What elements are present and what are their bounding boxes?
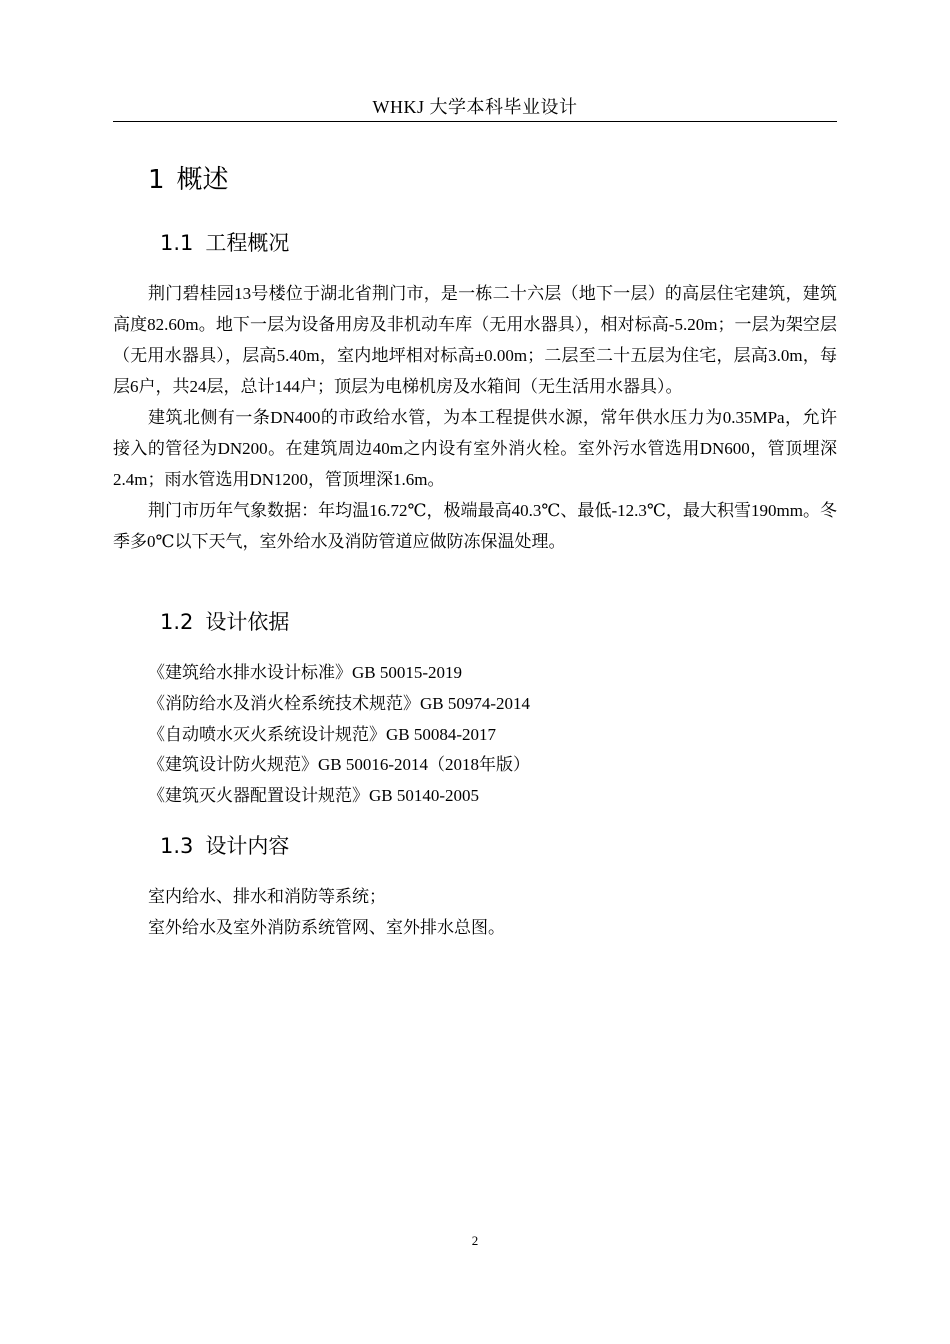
paragraph-project-overview: 荆门碧桂园13号楼位于湖北省荆门市，是一栋二十六层（地下一层）的高层住宅建筑，建筑高度82.60m。地下一层为设备用房及非机动车库（无用水器具），相对标高-5.20m；一层为架空层（无用水器具），层高5.40m，室内地坪相对标高±0.00m；二层至二十五层为住宅，层高3.0m，每层6户，共24层，总计144户；顶层为电梯机房及水箱间（无生活用水器具）。 bbox=[113, 284, 837, 396]
section-heading-1-1 bbox=[160, 229, 289, 257]
section-number: 1.2 bbox=[160, 610, 194, 634]
list-item: 室内给水、排水和消防等系统； bbox=[148, 887, 386, 906]
list-item: 室外给水及室外消防系统管网、室外排水总图。 bbox=[148, 917, 505, 937]
section-heading-1-2 bbox=[160, 608, 289, 636]
header-divider bbox=[113, 121, 837, 122]
section-title: 工程概况 bbox=[205, 231, 290, 255]
design-content-list bbox=[148, 882, 838, 944]
chapter-heading bbox=[148, 163, 229, 197]
page-header: WHKJ 大学本科毕业设计 bbox=[372, 97, 578, 117]
section-heading-1-3 bbox=[160, 832, 289, 860]
chapter-number: 1 bbox=[148, 165, 165, 195]
list-item: 《自动喷水灭火系统设计规范》GB 50084-2017 bbox=[148, 724, 497, 744]
section-1-1-body bbox=[113, 278, 837, 557]
list-item: 《建筑灭火器配置设计规范》GB 50140-2005 bbox=[148, 786, 480, 806]
page-number: 2 bbox=[471, 1233, 479, 1248]
design-basis-list bbox=[148, 658, 838, 812]
paragraph-water-source: 建筑北侧有一条DN400的市政给水管，为本工程提供水源，常年供水压力为0.35MPa，允许接入的管径为DN200。在建筑周边40m之内设有室外消火栓。室外污水管选用DN600，管顶埋深2.4m；雨水管选用DN1200，管顶埋深1.6m。 bbox=[113, 408, 837, 489]
section-title: 设计依据 bbox=[205, 610, 290, 634]
chapter-title: 概述 bbox=[176, 165, 229, 195]
list-item: 《建筑给水排水设计标准》GB 50015-2019 bbox=[148, 663, 463, 682]
section-number: 1.1 bbox=[160, 231, 194, 255]
list-item: 《建筑设计防火规范》GB 50016-2014（2018年版） bbox=[148, 755, 531, 775]
paragraph-climate: 荆门市历年气象数据：年均温16.72℃，极端最高40.3℃、最低-12.3℃，最大积雪190mm。冬季多0℃以下天气，室外给水及消防管道应做防冻保温处理。 bbox=[113, 501, 837, 551]
section-number: 1.3 bbox=[160, 834, 194, 858]
list-item: 《消防给水及消火栓系统技术规范》GB 50974-2014 bbox=[148, 693, 531, 713]
section-title: 设计内容 bbox=[205, 834, 290, 858]
